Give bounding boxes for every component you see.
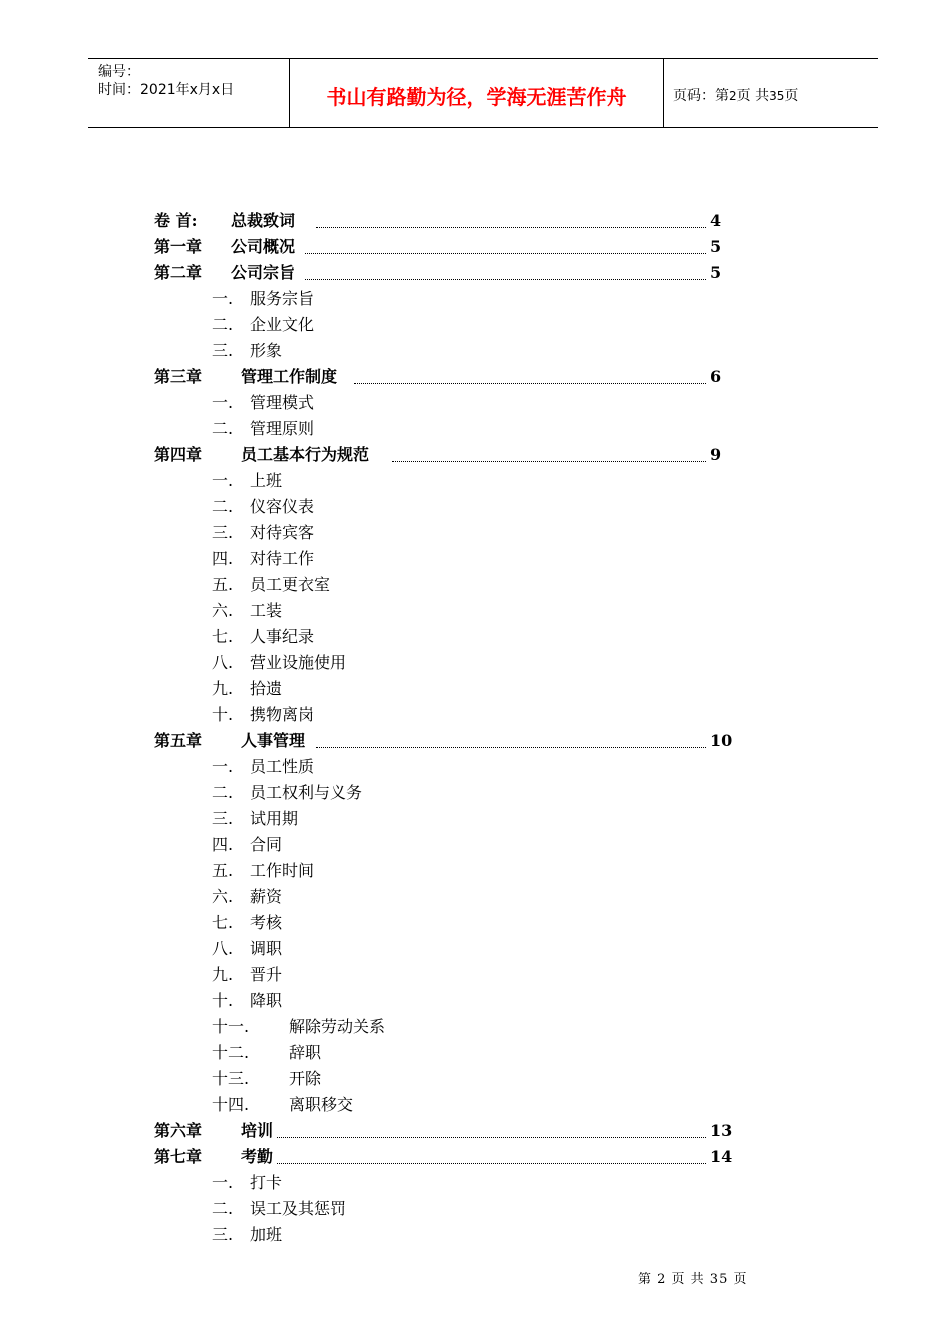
header-date: 时间：2021年x月x日	[98, 82, 235, 98]
header-serial: 编号：	[98, 64, 140, 80]
item-number: 十.	[212, 991, 234, 1010]
chapter-number: 第三章	[154, 367, 203, 386]
header-page-prefix: 页码：第	[673, 88, 729, 104]
chapter-page: 5	[710, 237, 722, 256]
chapter-page: 10	[710, 731, 733, 750]
item-title: 对待工作	[250, 549, 315, 568]
toc-item[interactable]	[0, 1196, 950, 1222]
item-number: 六.	[212, 601, 234, 620]
toc-chapter-6[interactable]	[0, 1118, 950, 1144]
item-title: 降职	[250, 991, 283, 1010]
chapter-page: 5	[710, 263, 722, 282]
dot-leader	[277, 1137, 706, 1138]
header-page-current: 2	[729, 89, 737, 103]
dot-leader	[277, 1163, 706, 1164]
chapter-number: 第四章	[154, 445, 203, 464]
chapter-number: 第七章	[154, 1147, 203, 1166]
item-number: 十一.	[212, 1017, 250, 1036]
chapter-page: 13	[710, 1121, 733, 1140]
item-number: 二.	[212, 315, 234, 334]
dot-leader	[316, 747, 706, 748]
item-number: 十二.	[212, 1043, 250, 1062]
chapter-title: 培训	[241, 1121, 274, 1140]
dot-leader	[392, 461, 706, 462]
toc-item[interactable]	[0, 416, 950, 442]
item-number: 八.	[212, 653, 234, 672]
toc-item[interactable]	[0, 858, 950, 884]
item-number: 一.	[212, 393, 234, 412]
item-number: 三.	[212, 341, 234, 360]
chapter-title: 人事管理	[241, 731, 306, 750]
chapter-page: 4	[710, 211, 722, 230]
item-number: 三.	[212, 523, 234, 542]
item-number: 四.	[212, 835, 234, 854]
chapter-page: 14	[710, 1147, 733, 1166]
toc-item[interactable]	[0, 338, 950, 364]
toc-item[interactable]	[0, 572, 950, 598]
item-number: 五.	[212, 575, 234, 594]
toc-chapter-5[interactable]	[0, 728, 950, 754]
toc-item[interactable]	[0, 936, 950, 962]
toc-item[interactable]	[0, 754, 950, 780]
chapter-number: 卷 首:	[154, 211, 198, 230]
item-title: 打卡	[250, 1173, 283, 1192]
item-title: 离职移交	[289, 1095, 354, 1114]
document-header	[88, 58, 878, 128]
item-number: 三.	[212, 809, 234, 828]
chapter-title: 考勤	[241, 1147, 274, 1166]
item-title: 员工性质	[250, 757, 315, 776]
toc-item[interactable]	[0, 312, 950, 338]
item-title: 考核	[250, 913, 283, 932]
chapter-title: 员工基本行为规范	[241, 445, 370, 464]
item-title: 加班	[250, 1225, 283, 1244]
item-title: 辞职	[289, 1043, 322, 1062]
chapter-title: 公司宗旨	[231, 263, 296, 282]
item-number: 九.	[212, 679, 234, 698]
chapter-number: 第六章	[154, 1121, 203, 1140]
dot-leader	[305, 279, 706, 280]
item-title: 携物离岗	[250, 705, 315, 724]
toc-chapter-7[interactable]	[0, 1144, 950, 1170]
dot-leader	[316, 227, 706, 228]
item-number: 三.	[212, 1225, 234, 1244]
header-page-info	[673, 85, 798, 105]
item-number: 二.	[212, 419, 234, 438]
toc-item[interactable]	[0, 286, 950, 312]
toc-item[interactable]	[0, 1092, 950, 1118]
header-motto: 书山有路勤为径，学海无涯苦作舟	[326, 85, 627, 109]
item-title: 人事纪录	[250, 627, 315, 646]
item-number: 一.	[212, 471, 234, 490]
item-title: 工作时间	[250, 861, 315, 880]
item-number: 二.	[212, 497, 234, 516]
header-page-suffix: 页	[784, 88, 799, 104]
chapter-title: 公司概况	[231, 237, 296, 256]
toc-item[interactable]	[0, 676, 950, 702]
toc-item[interactable]	[0, 390, 950, 416]
dot-leader	[305, 253, 706, 254]
chapter-number: 第二章	[154, 263, 203, 282]
item-title: 企业文化	[250, 315, 315, 334]
item-number: 二.	[212, 1199, 234, 1218]
toc-chapter-preface[interactable]	[0, 208, 950, 234]
item-number: 十四.	[212, 1095, 250, 1114]
item-title: 对待宾客	[250, 523, 315, 542]
item-title: 员工更衣室	[250, 575, 331, 594]
toc-item[interactable]	[0, 1040, 950, 1066]
toc-chapter-3[interactable]	[0, 364, 950, 390]
item-number: 八.	[212, 939, 234, 958]
chapter-number: 第五章	[154, 731, 203, 750]
item-title: 调职	[250, 939, 283, 958]
chapter-title: 总裁致词	[231, 211, 296, 230]
toc-item[interactable]	[0, 884, 950, 910]
item-number: 四.	[212, 549, 234, 568]
item-title: 服务宗旨	[250, 289, 315, 308]
item-title: 解除劳动关系	[289, 1017, 386, 1036]
item-number: 一.	[212, 1173, 234, 1192]
item-number: 九.	[212, 965, 234, 984]
toc-chapter-1[interactable]	[0, 234, 950, 260]
item-number: 五.	[212, 861, 234, 880]
item-title: 合同	[250, 835, 283, 854]
item-number: 十.	[212, 705, 234, 724]
toc-item[interactable]	[0, 1222, 950, 1248]
toc-item[interactable]	[0, 1170, 950, 1196]
toc-item[interactable]	[0, 650, 950, 676]
dot-leader	[354, 383, 706, 384]
header-meta	[98, 63, 234, 99]
toc-item[interactable]	[0, 546, 950, 572]
toc-item[interactable]	[0, 962, 950, 988]
item-title: 上班	[250, 471, 283, 490]
item-number: 十三.	[212, 1069, 250, 1088]
item-title: 开除	[289, 1069, 322, 1088]
toc-item[interactable]	[0, 1014, 950, 1040]
chapter-title: 管理工作制度	[241, 367, 338, 386]
item-number: 一.	[212, 289, 234, 308]
toc-item[interactable]	[0, 910, 950, 936]
toc-item[interactable]	[0, 494, 950, 520]
page-footer: 第 2 页 共 35 页	[638, 1272, 748, 1287]
item-number: 二.	[212, 783, 234, 802]
item-title: 工装	[250, 601, 283, 620]
chapter-page: 9	[710, 445, 722, 464]
toc-item[interactable]	[0, 988, 950, 1014]
toc-item[interactable]	[0, 780, 950, 806]
toc-item[interactable]	[0, 598, 950, 624]
header-divider	[663, 59, 664, 127]
item-number: 一.	[212, 757, 234, 776]
item-title: 员工权利与义务	[250, 783, 363, 802]
toc-item[interactable]	[0, 832, 950, 858]
chapter-page: 6	[710, 367, 722, 386]
header-page-total: 35	[769, 89, 785, 103]
toc-item[interactable]	[0, 520, 950, 546]
item-number: 七.	[212, 627, 234, 646]
toc-chapter-2[interactable]	[0, 260, 950, 286]
item-title: 仪容仪表	[250, 497, 315, 516]
item-title: 形象	[250, 341, 283, 360]
toc-item[interactable]	[0, 468, 950, 494]
item-title: 薪资	[250, 887, 283, 906]
item-title: 营业设施使用	[250, 653, 347, 672]
item-title: 拾遗	[250, 679, 283, 698]
item-title: 试用期	[250, 809, 299, 828]
toc-item[interactable]	[0, 1066, 950, 1092]
item-title: 管理原则	[250, 419, 315, 438]
item-title: 误工及其惩罚	[250, 1199, 347, 1218]
item-number: 六.	[212, 887, 234, 906]
toc-chapter-4[interactable]	[0, 442, 950, 468]
toc-item[interactable]	[0, 624, 950, 650]
header-page-mid: 页 共	[736, 88, 770, 104]
chapter-number: 第一章	[154, 237, 203, 256]
toc-item[interactable]	[0, 702, 950, 728]
item-title: 晋升	[250, 965, 283, 984]
item-title: 管理模式	[250, 393, 315, 412]
item-number: 七.	[212, 913, 234, 932]
toc-item[interactable]	[0, 806, 950, 832]
